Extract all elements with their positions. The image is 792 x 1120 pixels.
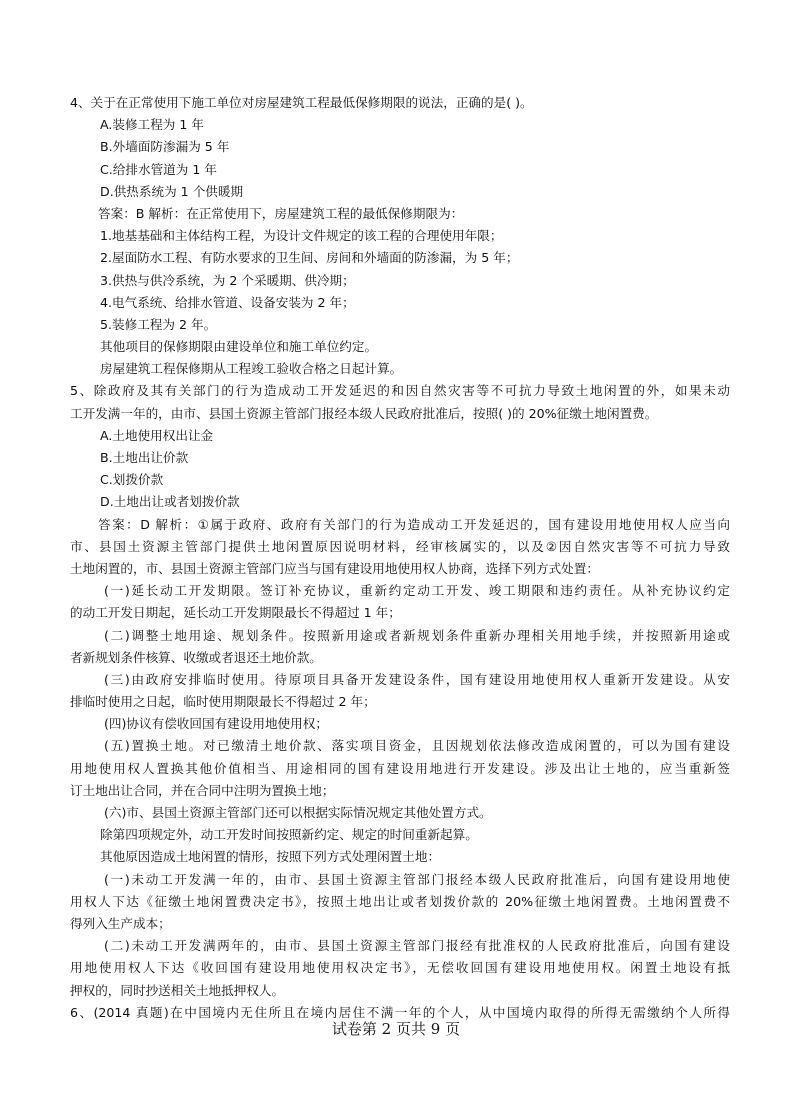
text-line: 4、关于在正常使用下施工单位对房屋建筑工程最低保修期限的说法，正确的是( )。 xyxy=(70,95,533,110)
text-line: 答案：D 解析：①属于政府、政府有关部门的行为造成动工开发延迟的，国有建设用地使用权人应当向 xyxy=(98,516,730,532)
text-line: (六)市、县国土资源主管部门还可以根据实际情况规定其他处置方式。 xyxy=(104,805,492,820)
text-line: (二)未动工开发满两年的，由市、县国土资源主管部门报经有批准权的人民政府批准后，向国有建设 xyxy=(104,938,730,954)
text-line: B.外墙面防渗漏为 5 年 xyxy=(100,139,230,155)
text-line: 除第四项规定外，动工开发时间按照新约定、规定的时间重新起算。 xyxy=(100,827,478,843)
text-line: A.装修工程为 1 年 xyxy=(100,117,204,133)
text-line: 用地使用权人置换其他价值相当、用途相同的国有建设用地进行开发建设。涉及出让土地的，应当重新签 xyxy=(70,760,730,776)
text-line: (二)调整土地用途、规划条件。按照新用途或者新规划条件重新办理相关用地手续，并按照新用途或 xyxy=(104,627,730,643)
text-line: 用地使用权人下达《收回国有建设用地使用权决定书》，无偿收回国有建设用地使用权。闲置土地设有抵 xyxy=(70,960,730,976)
text-line: 土地闲置的，市、县国土资源主管部门应当与国有建设用地使用权人协商，选择下列方式处置： xyxy=(70,560,599,576)
text-line: 用权人下达《征缴土地闲置费决定书》，按照土地出让或者划拨价款的 20%征缴土地闲置费。土地闲置费不 xyxy=(70,893,730,909)
text-line: D.土地出让或者划拨价款 xyxy=(100,494,240,510)
text-line: 得列入生产成本； xyxy=(70,915,171,931)
text-line: (一)未动工开发满一年的，由市、县国土资源主管部门报经本级人民政府批准后，向国有建设用地使 xyxy=(104,871,730,887)
text-line: 5、除政府及其有关部门的行为造成动工开发延迟的和因自然灾害等不可抗力导致土地闲置的外，如果未动 xyxy=(70,383,730,399)
text-line: 房屋建筑工程保修期从工程竣工验收合格之日起计算。 xyxy=(100,361,403,377)
text-line: 1.地基基础和主体结构工程，为设计文件规定的该工程的合理使用年限； xyxy=(100,228,503,244)
text-line: 订土地出让合同，并在合同中注明为置换土地； xyxy=(70,782,335,798)
text-line: 4.电气系统、给排水管道、设备安装为 2 年； xyxy=(100,294,355,310)
text-line: 的动工开发日期起，延长动工开发期限最长不得超过 1 年； xyxy=(70,605,401,621)
text-line: 者新规划条件核算、收缴或者退还土地价款。 xyxy=(70,649,322,665)
text-line: 6、(2014 真题)在中国境内无住所且在境内居住不满一年的个人，从中国境内取得的所得无需缴纳个人所得 xyxy=(70,1004,730,1020)
text-line: 押权的，同时抄送相关土地抵押权人。 xyxy=(70,982,285,998)
text-line: A.土地使用权出让金 xyxy=(100,427,214,443)
text-line: (一)延长动工开发期限。签订补充协议，重新约定动工开发、竣工期限和违约责任。从补充协议约定 xyxy=(104,583,730,599)
text-line: 答案：B 解析：在正常使用下，房屋建筑工程的最低保修期限为： xyxy=(98,205,464,221)
text-line: C.给排水管道为 1 年 xyxy=(100,161,217,177)
text-line: 工开发满一年的，由市、县国土资源主管部门报经本级人民政府批准后，按照( )的 20%征缴土地闲置费。 xyxy=(70,405,658,421)
text-line: 市、县国土资源主管部门提供土地闲置原因说明材料，经审核属实的，以及②因自然灾害等不可抗力导致 xyxy=(70,538,730,554)
document-body xyxy=(70,92,730,1024)
text-line: 2.屋面防水工程、有防水要求的卫生间、房间和外墙面的防渗漏，为 5 年； xyxy=(100,250,519,266)
page-footer: 试卷第 2 页共 9 页 xyxy=(331,1020,461,1038)
text-line: D.供热系统为 1 个供暖期 xyxy=(100,183,244,199)
text-line: B.土地出让价款 xyxy=(100,450,189,465)
text-line: 排临时使用之日起，临时使用期限最长不得超过 2 年； xyxy=(70,694,376,710)
text-line: (三)由政府安排临时使用。待原项目具备开发建设条件，国有建设用地使用权人重新开发建设。从安 xyxy=(104,671,730,687)
text-line: 3.供热与供冷系统，为 2 个采暖期、供冷期； xyxy=(100,272,355,288)
text-line: 其他项目的保修期限由建设单位和施工单位约定。 xyxy=(100,339,378,355)
text-line: (四)协议有偿收回国有建设用地使用权； xyxy=(104,716,328,732)
text-line: 其他原因造成土地闲置的情形，按照下列方式处理闲置土地： xyxy=(100,849,441,865)
text-line: (五)置换土地。对已缴清土地价款、落实项目资金，且因规划依法修改造成闲置的，可以为国有建设 xyxy=(104,738,730,754)
text-line: 5.装修工程为 2 年。 xyxy=(100,316,217,332)
text-line: C.划拨价款 xyxy=(100,472,164,488)
